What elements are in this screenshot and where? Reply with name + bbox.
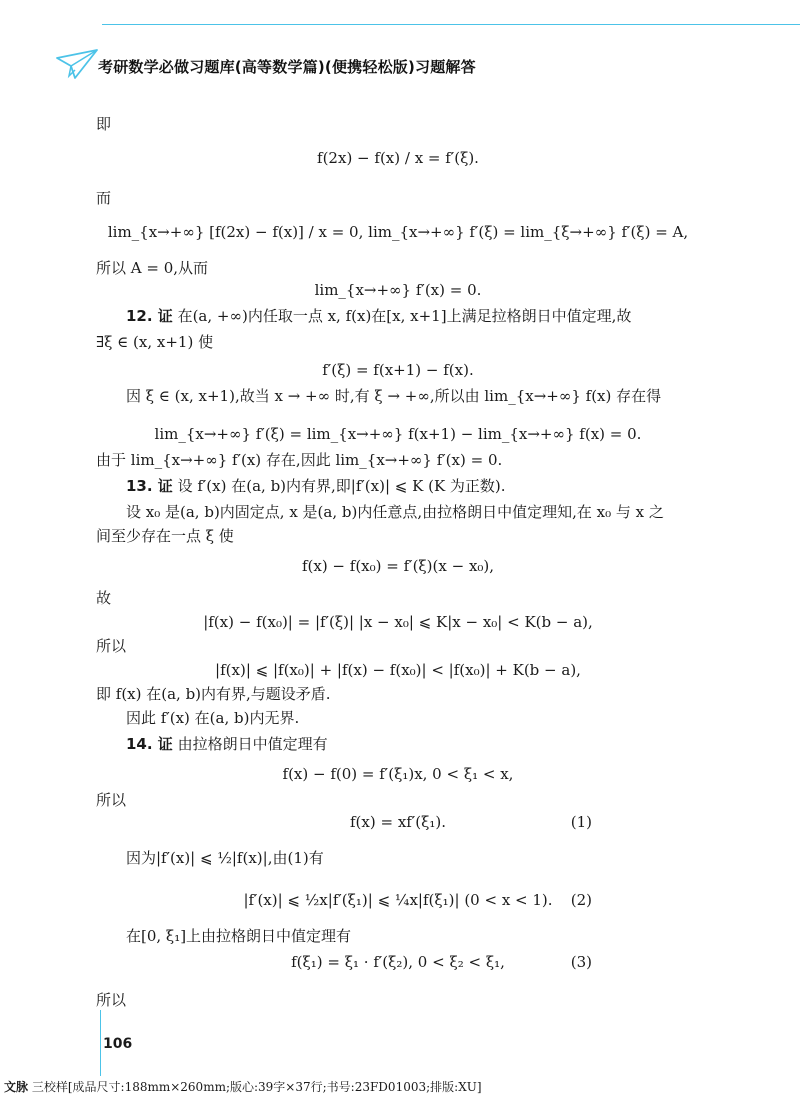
text-line: 因此 f′(x) 在(a, b)内无界. [126,709,300,727]
problem-number: 13. 证 [126,477,173,495]
footer-brand: 文脉 [4,1080,29,1094]
equation-body: f(x) = xf′(ξ₁). [350,813,446,831]
print-footer [0,1078,800,1098]
equation-number: (3) [570,953,592,971]
equation: lim_{x→+∞} f′(ξ) = lim_{x→+∞} f(x+1) − lim_{x→+∞} f(x) = 0. [154,425,642,443]
problem-text: 设 f′(x) 在(a, b)内有界,即|f′(x)| ⩽ K (K 为正数). [177,477,506,495]
problem-number: 14. 证 [126,735,173,753]
text-line: 设 x₀ 是(a, b)内固定点, x 是(a, b)内任意点,由拉格朗日中值定理知,在 x₀ 与 x 之 [126,503,664,521]
text-line: 由于 lim_{x→+∞} f′(x) 存在,因此 lim_{x→+∞} f′(x) = 0. [96,451,503,469]
text-line: 所以 [96,991,127,1009]
equation-body: f(ξ₁) = ξ₁ · f′(ξ₂), 0 < ξ₂ < ξ₁, [291,953,505,971]
text-line: 即 f(x) 在(a, b)内有界,与题设矛盾. [96,685,331,703]
text-line: 因为|f′(x)| ⩽ ½|f(x)|,由(1)有 [126,849,324,867]
equation [96,890,700,910]
text-line: 故 [96,589,112,607]
problem-text: 由拉格朗日中值定理有 [177,735,328,753]
equation: f′(ξ) = f(x+1) − f(x). [322,361,474,379]
problem-text: 在(a, +∞)内任取一点 x, f(x)在[x, x+1]上满足拉格朗日中值定理,故 [177,307,632,325]
equation: f(x) − f(0) = f′(ξ₁)x, 0 < ξ₁ < x, [282,765,514,783]
problem-number: 12. 证 [126,307,173,325]
equation: lim_{x→+∞} f′(x) = 0. [314,281,482,299]
page-number: 106 [103,1036,133,1052]
equation: f(x) − f(x₀) = f′(ξ)(x − x₀), [301,557,495,575]
equation: |f(x)| ⩽ |f(x₀)| + |f(x) − f(x₀)| < |f(x₀)| + K(b − a), [215,661,581,679]
text-line: 间至少存在一点 ξ 使 [96,527,234,545]
page-number-rule [100,1010,101,1076]
equation: lim_{x→+∞} [f(2x) − f(x)] / x = 0, lim_{x→+∞} f′(ξ) = lim_{ξ→+∞} f′(ξ) = A, [107,223,689,241]
equation [96,952,700,972]
text-line: 所以 A = 0,从而 [96,259,209,277]
equation-number: (2) [570,891,592,909]
text-line: 所以 [96,637,127,655]
equation [96,812,700,832]
equation-body: |f′(x)| ⩽ ½x|f′(ξ₁)| ⩽ ¼x|f(ξ₁)| (0 < x < 1). [243,891,553,909]
equation-number: (1) [570,813,592,831]
text-line: 而 [96,189,112,207]
problem-13 [96,476,700,496]
text-line: 即 [96,115,112,133]
equation: |f(x) − f(x₀)| = |f′(ξ)| |x − x₀| ⩽ K|x − x₀| < K(b − a), [203,613,593,631]
problem-12 [96,306,700,326]
paper-plane-icon [55,48,99,82]
footer-text: 三校样[成品尺寸:188mm×260mm;版心:39字×37行;书号:23FD01003;排版:XU] [31,1080,482,1094]
header-rule [102,24,800,25]
text-line: ∃ξ ∈ (x, x+1) 使 [96,333,214,351]
text-line: 在[0, ξ₁]上由拉格朗日中值定理有 [126,927,352,945]
text-line: 因 ξ ∈ (x, x+1),故当 x → +∞ 时,有 ξ → +∞,所以由 lim_{x→+∞} f(x) 存在得 [126,387,662,405]
text-line: 所以 [96,791,127,809]
equation: f(2x) − f(x) / x = f′(ξ). [317,149,479,167]
header-title: 考研数学必做习题库(高等数学篇)(便携轻松版)习题解答 [98,58,476,76]
problem-14 [96,734,700,754]
